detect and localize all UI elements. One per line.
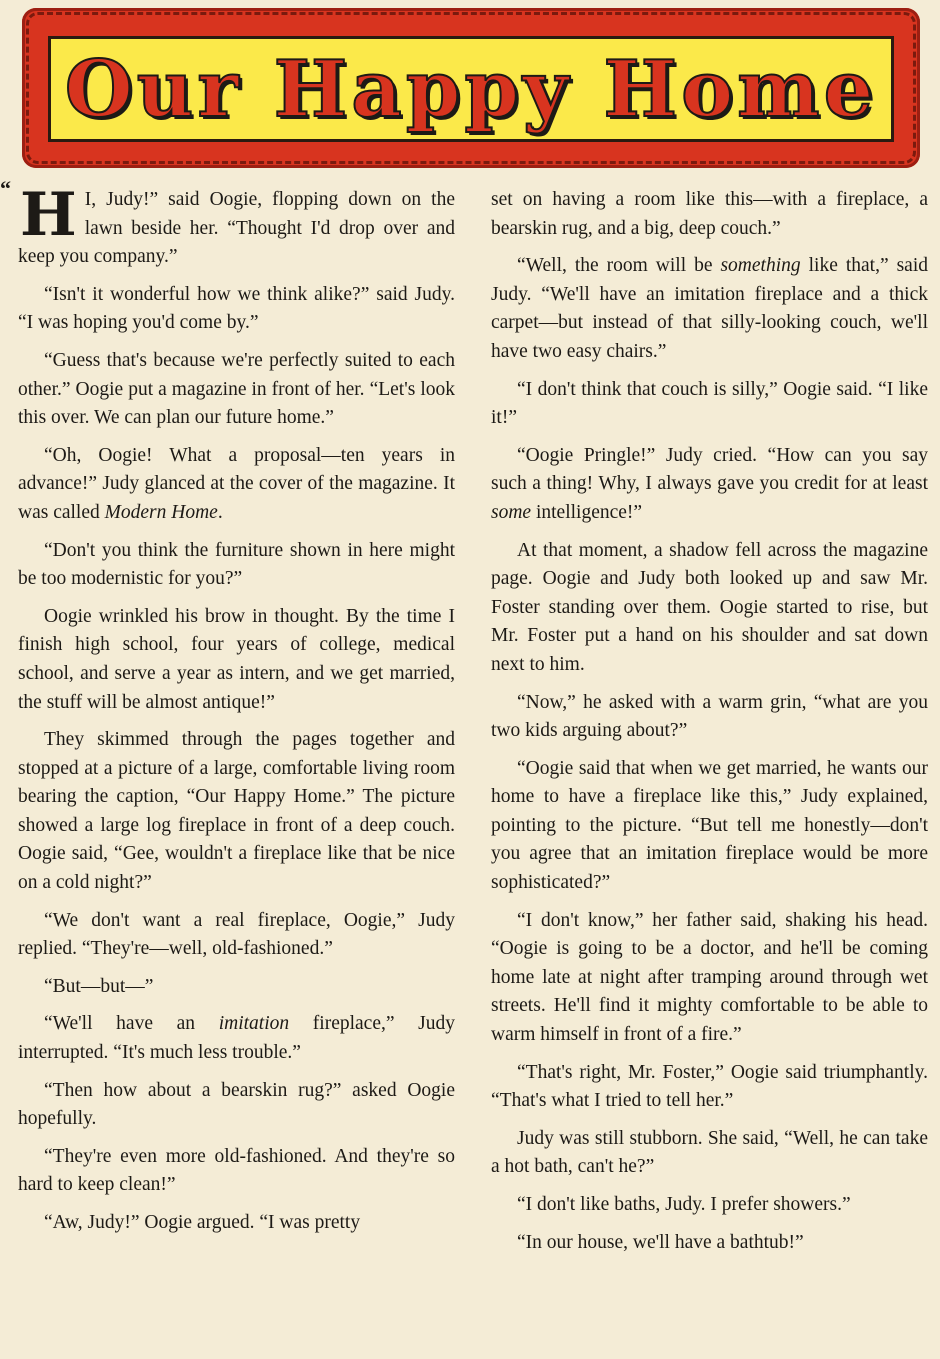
paragraph: They skimmed through the pages together and stopped at a picture of a large, comfortable living room bearing the caption, “Our Happy Home.” The picture showed a large log fireplace in front of a deep couch. Oogie said, “Gee, wouldn't a fireplace like that be nice on a cold night?” [18,729,455,894]
paragraph: set on having a room like this—with a fireplace, a bearskin rug, and a big, deep couch.” [491,189,928,239]
paragraph: “Oogie said that when we get married, he wants our home to have a fireplace like this,” Judy explained, pointing to the picture. “But tell me honestly—don't you agree that an imitation fireplace would be more sophisticated?” [491,757,928,894]
paragraph: “Aw, Judy!” Oogie argued. “I was pretty [44,1212,361,1233]
magazine-title: Modern Home [104,501,218,523]
title-banner [22,8,920,168]
emphasis: some [491,501,532,523]
paragraph: “Now,” he asked with a warm grin, “what are you two kids arguing about?” [491,691,928,742]
drop-cap: H [20,180,77,250]
paragraph [491,252,928,366]
paragraph [18,180,455,272]
paragraph-text: “Oogie Pringle!” Judy cried. “How can you say such a thing! Why, I always gave you credit for at least [491,444,928,495]
paragraph: At that moment, a shadow fell across the magazine page. Oogie and Judy both looked up and saw Mr. Foster standing over them. Oogie started to rise, but Mr. Foster put a hand on his shoulder and sat down next to him. [491,539,928,675]
paragraph: “I don't think that couch is silly,” Oogie said. “I like it!” [491,378,928,429]
opening-quote-mark: “ [0,176,11,201]
paragraph-text: “Oh, Oogie! What a proposal—ten years in advance!” Judy glanced at the cover of the magazine. It was called [18,444,455,523]
paragraph: “In our house, we'll have a bathtub!” [517,1231,804,1253]
paragraph: “I don't like baths, Judy. I prefer showers.” [517,1194,851,1215]
paragraph: “Guess that's because we're perfectly suited to each other.” Oogie put a magazine in front of her. “Let's look this over. We can plan our future home.” [18,349,455,429]
paragraph-text: “We'll have an [44,1013,219,1035]
paragraph [18,1010,455,1067]
column-left [18,180,456,1356]
emphasis: something [720,255,801,277]
paragraph-text: “Well, the room will be [517,255,721,277]
paragraph-text: intelligence!” [531,501,643,523]
paragraph: Judy was still stubborn. She said, “Well, he can take a hot bath, can't he?” [491,1127,928,1178]
story-title: Our Happy Home [64,43,878,135]
paragraph: “Don't you think the furniture shown in here might be too modernistic for you?” [18,539,455,590]
paragraph: “But—but—” [44,975,154,997]
story-body [18,180,928,1356]
paragraph: “We don't want a real fireplace, Oogie,” Judy replied. “They're—well, old-fashioned.” [18,909,455,960]
column-right [491,186,928,1356]
paragraph: Oogie wrinkled his brow in thought. By the time I finish high school, four years of college, medical school, and serve a year as intern, and we get married, the stuff will be almost antique!” [18,605,455,713]
paragraph-text: I, Judy!” said Oogie, flopping down on the lawn beside her. “Thought I'd drop over and keep you company.” [18,189,455,268]
paragraph [491,442,928,528]
paragraph-text: . [217,501,223,523]
title-panel [48,36,894,142]
paragraph: “Then how about a bearskin rug?” asked Oogie hopefully. [18,1079,455,1130]
paragraph: “That's right, Mr. Foster,” Oogie said triumphantly. “That's what I tried to tell her.” [491,1061,928,1112]
paragraph: “Isn't it wonderful how we think alike?” said Judy. “I was hoping you'd come by.” [18,283,455,334]
paragraph: “I don't know,” her father said, shaking his head. “Oogie is going to be a doctor, and he'll be coming home late at night after tramping around through wet streets. He'll find it mighty comfortable to be able to warm himself in front of a fire.” [491,909,928,1046]
paragraph-text: like that,” said Judy. “We'll have an imitation fireplace and a thick carpet—but instead of that silly-looking couch, we'll have two easy chairs.” [491,255,928,362]
paragraph-text: fireplace,” Judy interrupted. “It's much less trouble.” [18,1013,456,1064]
paragraph: “They're even more old-fashioned. And they're so hard to keep clean!” [18,1145,455,1196]
paragraph [18,442,455,528]
emphasis: imitation [218,1013,290,1035]
